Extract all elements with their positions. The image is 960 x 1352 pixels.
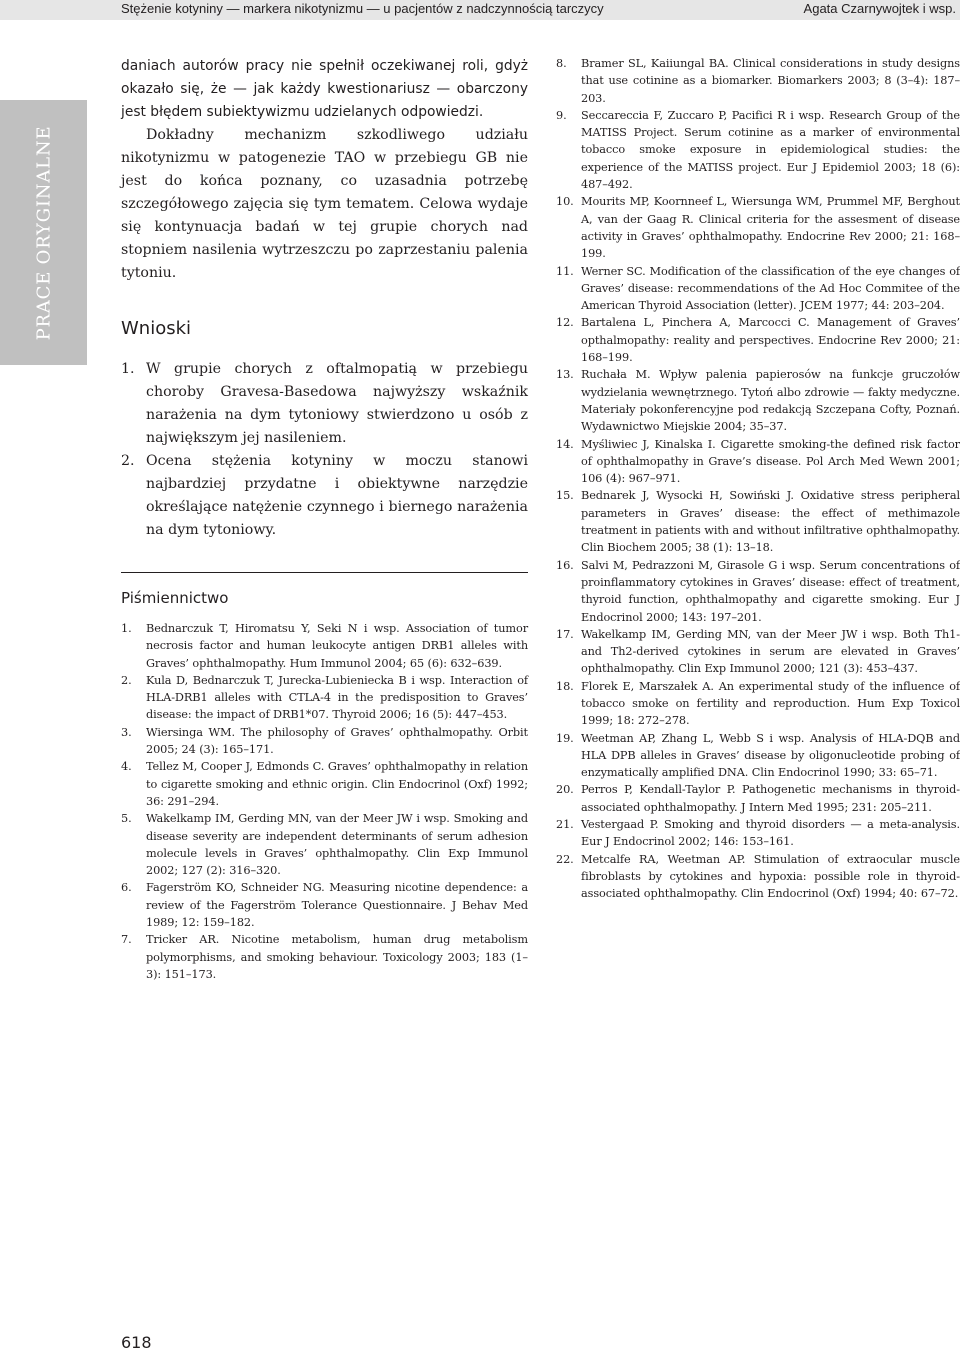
reference-number: 6. (121, 881, 132, 895)
running-title: Stężenie kotyniny — markera nikotynizmu — u pacjentów z nadczynnością tarczycy (121, 1, 604, 16)
reference-text: Wakelkamp IM, Gerding MN, van der Meer JW i wsp. Smoking and disease severity are independent determinants of serum adhesion molecule levels in Graves’ ophthalmopathy. Clin Exp Immunol 2002; 127 (2): 316–320. (146, 812, 528, 878)
reference-item (556, 557, 960, 626)
conclusions-heading: Wnioski (121, 318, 192, 339)
conclusion-number: 2. (121, 453, 135, 469)
reference-item (556, 55, 960, 107)
reference-text: Wiersinga WM. The philosophy of Graves’ ophthalmopathy. Orbit 2005; 24 (3): 165–171. (146, 725, 528, 757)
reference-number: 13. (556, 368, 574, 382)
references-heading: Piśmiennictwo (121, 589, 229, 607)
reference-item (121, 810, 528, 879)
reference-text: Bednarczuk T, Hiromatsu Y, Seki N i wsp. Association of tumor necrosis factor and human leukocyte antigen DRB1 alleles with Graves’ ophthalmopathy. Hum Immunol 2004; 65 (6): 632–639. (146, 622, 528, 670)
page-number: 618 (121, 1333, 152, 1352)
reference-item (121, 931, 528, 983)
left-column (121, 55, 528, 983)
reference-number: 18. (556, 679, 574, 693)
reference-item (556, 193, 960, 262)
reference-item (556, 107, 960, 193)
references-list-left (121, 620, 528, 983)
reference-item (556, 626, 960, 678)
body-paragraph-2: Dokładny mechanizm szkodliwego udziału nikotynizmu w patogenezie TAO w przebiegu GB nie jest do końca poznany, co uzasadnia potrzebę szczegółowego zajęcia się tym tematem. Celowa wydaje się kontynuacja badań w tej grupie chorych nad stopniem nasilenia wytrzeszczu po zaprzestaniu palenia tytoniu. (121, 127, 528, 281)
reference-number: 21. (556, 818, 574, 832)
reference-number: 10. (556, 195, 574, 209)
reference-item (556, 851, 960, 903)
reference-text: Metcalfe RA, Weetman AP. Stimulation of extraocular muscle fibroblasts by cytokines and hypoxia: possible role in thyroid-associated ophthalmopathy. Clin Endocrinol (Oxf) 1994; 40: 67–72. (581, 852, 960, 901)
reference-number: 3. (121, 725, 132, 739)
reference-item (121, 758, 528, 810)
reference-number: 5. (121, 812, 132, 826)
reference-number: 9. (556, 108, 567, 122)
reference-number: 11. (556, 264, 574, 278)
reference-item (121, 879, 528, 931)
reference-item (556, 678, 960, 730)
reference-item (556, 781, 960, 816)
reference-item (556, 487, 960, 556)
reference-item (556, 314, 960, 366)
conclusion-number: 1. (121, 361, 135, 377)
reference-text: Florek E, Marszałek A. An experimental study of the influence of tobacco smoke on fertility and reproduction. Hum Exp Toxicol 1999; 18: 272–278. (581, 679, 960, 728)
reference-text: Ruchała M. Wpływ palenia papierosów na funkcje gruczołów wydzielania wewnętrznego. Tytoń albo zdrowie — fakty medyczne. Materiały pokonferencyjne pod redakcją Szczepana Cofty, Poznań. Wydawnictwo Miejskie 2004; 35–37. (581, 368, 960, 434)
reference-text: Fagerström KO, Schneider NG. Measuring nicotine dependence: a review of the Fagerström Tolerance Questionnaire. J Behav Med 1989; 12: 159–182. (146, 881, 528, 930)
reference-text: Bramer SL, Kaiiungal BA. Clinical considerations in study designs that use cotinine as a biomarker. Biomarkers 2003; 8 (3–4): 187–203. (581, 57, 960, 105)
reference-number: 4. (121, 760, 132, 774)
reference-item (121, 724, 528, 759)
references-list-right (556, 55, 960, 903)
running-header (0, 0, 960, 20)
reference-item (556, 730, 960, 782)
reference-number: 8. (556, 57, 567, 70)
conclusions-list (121, 358, 528, 542)
conclusion-text: W grupie chorych z oftalmopatią w przebiegu choroby Gravesa-Basedowa najwyższy wskaźnik narażenia na dym tytoniowy stwierdzono u osób z największym jej nasileniem. (146, 361, 528, 446)
reference-number: 12. (556, 316, 574, 330)
reference-item (121, 620, 528, 672)
reference-number: 2. (121, 673, 132, 687)
reference-item (556, 263, 960, 315)
section-divider (121, 572, 528, 573)
reference-text: Wakelkamp IM, Gerding MN, van der Meer JW i wsp. Both Th1- and Th2-derived cytokines in serum are elevated in Graves’ ophthalmopathy. Clin Exp Immunol 2000; 121 (3): 453–437. (581, 627, 960, 676)
reference-text: Seccareccia F, Zuccaro P, Pacifici R i wsp. Research Group of the MATISS Project. Serum cotinine as a marker of environmental tobacco smoke exposure in epidemiological studies: the experience of the MATISS project. Eur J Epidemiol 2003; 18 (6): 487–492. (581, 108, 960, 192)
running-authors: Agata Czarnywojtek i wsp. (803, 1, 956, 16)
right-column (556, 55, 960, 903)
reference-number: 17. (556, 627, 574, 641)
reference-text: Kula D, Bednarczuk T, Jurecka-Lubieniecka B i wsp. Interaction of HLA-DRB1 alleles with CTLA-4 in the predisposition to Graves’ disease: the impact of DRB1*07. Thyroid 2006; 16 (5): 447–453. (146, 673, 528, 722)
reference-number: 15. (556, 489, 574, 503)
reference-number: 7. (121, 933, 132, 947)
reference-number: 20. (556, 783, 574, 797)
reference-text: Salvi M, Pedrazzoni M, Girasole G i wsp. Serum concentrations of proinflammatory cytokines in Graves’ disease: effect of treatment, thyroid function, ophthalmopathy and cigarette smoking. Eur J Endocrinol 2000; 143: 197–201. (581, 558, 960, 624)
reference-item (556, 816, 960, 851)
reference-text: Bednarek J, Wysocki H, Sowiński J. Oxidative stress peripheral parameters in Graves’ disease: the effect of methimazole treatment in patients with and without infiltrative ophthalmopathy. Clin Biochem 2005; 38 (1): 13–18. (581, 489, 960, 555)
reference-text: Vestergaad P. Smoking and thyroid disorders — a meta-analysis. Eur J Endocrinol 2002; 146: 153–161. (581, 818, 960, 849)
conclusion-text: Ocena stężenia kotyniny w moczu stanowi najbardziej przydatne i obiektywne narzędzie określające natężenie czynnego i biernego narażenia na dym tytoniowy. (146, 453, 528, 538)
conclusion-item (121, 450, 528, 542)
section-label: PRACE ORYGINALNE (33, 125, 54, 340)
reference-text: Myśliwiec J, Kinalska I. Cigarette smoking-the defined risk factor of ophthalmopathy in Grave’s disease. Pol Arch Med Wewn 2001; 106 (4): 967–971. (581, 437, 960, 486)
reference-number: 16. (556, 558, 574, 572)
reference-text: Tellez M, Cooper J, Edmonds C. Graves’ ophthalmopathy in relation to cigarette smoking and ethnic origin. Clin Endocrinol (Oxf) 1992; 36: 291–294. (146, 760, 528, 808)
body-paragraph-1: daniach autorów pracy nie spełnił oczekiwanej roli, gdyż okazało się, że — jak każdy kwestionariusz — obarczony jest błędem subiektywizmu udzielanych odpowiedzi. (121, 58, 528, 120)
reference-number: 14. (556, 437, 574, 451)
section-label-tab (0, 100, 87, 365)
reference-item (556, 366, 960, 435)
reference-text: Werner SC. Modification of the classification of the eye changes of Graves’ disease: recommendations of the Ad Hoc Commitee of the American Thyroid Association (letter). JCEM 1977; 44: 203–204. (581, 264, 960, 313)
reference-text: Weetman AP, Zhang L, Webb S i wsp. Analysis of HLA-DQB and HLA DPB alleles in Graves’ disease by oligonucleotide probing of enzymatically amplified DNA. Clin Endocrinol 1990; 33: 65–71. (581, 731, 960, 780)
reference-item (556, 436, 960, 488)
conclusion-item (121, 358, 528, 450)
reference-number: 22. (556, 852, 574, 866)
reference-text: Mourits MP, Koornneef L, Wiersunga WM, Prummel MF, Berghout A, van der Gaag R. Clinical criteria for the assesment of disease activity in Graves’ ophthalmopathy. Endocrine Rev 2000; 21: 168–199. (581, 195, 960, 261)
reference-text: Bartalena L, Pinchera A, Marcocci C. Management of Graves’ opthalmopathy: reality and perspectives. Endocrine Rev 2000; 21: 168–199. (581, 316, 960, 365)
reference-text: Perros P, Kendall-Taylor P. Pathogenetic mechanisms in thyroid-associated ophthalmopathy. J Intern Med 1995; 231: 205–211. (581, 783, 960, 814)
reference-number: 1. (121, 622, 132, 635)
reference-item (121, 672, 528, 724)
reference-text: Tricker AR. Nicotine metabolism, human drug metabolism polymorphisms, and smoking behaviour. Toxicology 2003; 183 (1–3): 151–173. (146, 933, 528, 981)
reference-number: 19. (556, 731, 574, 745)
